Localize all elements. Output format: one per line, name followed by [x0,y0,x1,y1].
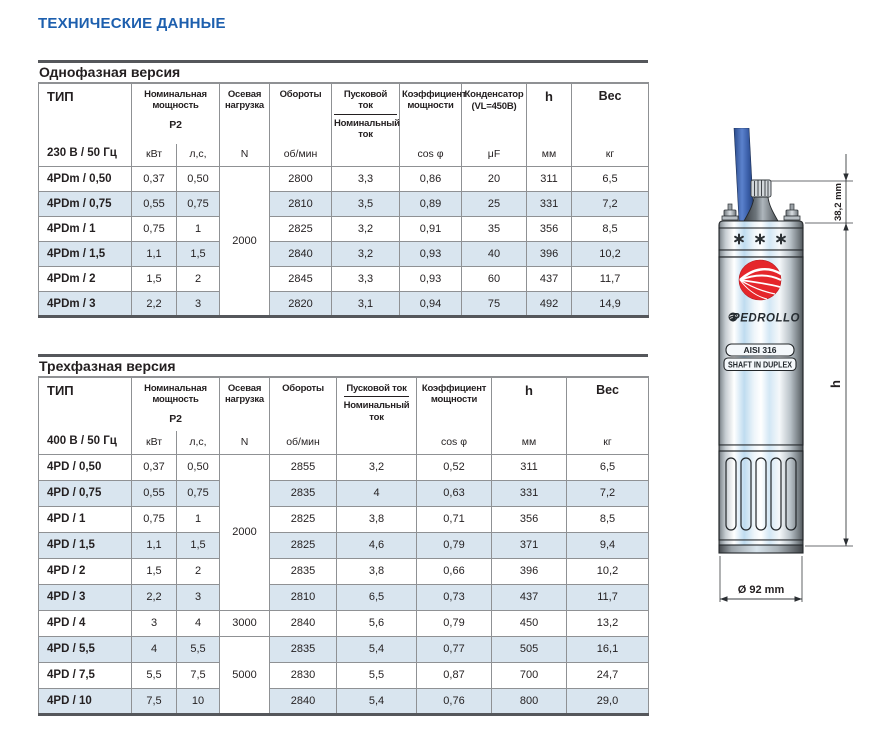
unit-kg: кг [572,144,649,167]
header-main-row [39,377,649,431]
cell-value: 5,6 [337,610,417,636]
header-speed: Обороты [270,377,337,431]
unit-mm: мм [527,144,572,167]
unit-kg: кг [567,431,649,454]
unit-cos-phi: cos φ [400,144,462,167]
page-title: ТЕХНИЧЕСКИЕ ДАННЫЕ [38,15,226,32]
pump-figure [693,128,888,660]
bolt-left-icon [722,204,738,220]
cell-value: 25 [462,192,527,217]
cell-type: 4PD / 5,5 [39,636,132,662]
tables-column [38,60,648,716]
cell-value: 10,2 [567,558,649,584]
cell-value: 6,5 [567,454,649,480]
unit-voltage: 230 В / 50 Гц [39,144,132,167]
header-power [132,83,220,144]
cell-value: 2840 [270,610,337,636]
unit-hp: л,с, [177,431,220,454]
cell-value: 1,1 [132,242,177,267]
dim-height-label: h [828,380,843,388]
header-h: h [492,377,567,431]
cell-value: 14,9 [572,292,649,317]
cell-value: 2820 [270,292,332,317]
cell-value: 3 [177,584,220,610]
cell-value: 11,7 [567,584,649,610]
header-units-row [39,431,649,454]
cell-value: 800 [492,688,567,714]
header-type: ТИП [39,83,132,144]
cell-value: 0,37 [132,167,177,192]
cell-type: 4PD / 1,5 [39,532,132,558]
unit-ratio [332,144,400,167]
header-speed: Обороты [270,83,332,144]
table-row [39,480,649,506]
header-power-label: Номинальная мощность [144,89,207,112]
cell-value: 2 [177,558,220,584]
cell-value: 0,87 [417,662,492,688]
cell-value: 6,5 [337,584,417,610]
cell-value: 4 [132,636,177,662]
cell-value: 2855 [270,454,337,480]
cell-value: 396 [492,558,567,584]
motor-body [719,221,803,553]
cell-value: 331 [527,192,572,217]
cell-value: 396 [527,242,572,267]
cell-value: 0,37 [132,454,177,480]
table-row [39,167,649,192]
cell-value: 2 [177,267,220,292]
cell-value: 505 [492,636,567,662]
header-units-row [39,144,649,167]
table-row [39,192,649,217]
cell-value: 5,4 [337,636,417,662]
header-current-ratio [332,83,400,144]
cell-value: 35 [462,217,527,242]
cell-value: 8,5 [567,506,649,532]
cell-value: 7,2 [567,480,649,506]
cell-value: 0,75 [177,192,220,217]
three-phase-body [39,454,649,714]
cell-value: 2,2 [132,584,177,610]
three-phase-section [38,354,648,716]
cell-value: 0,94 [400,292,462,317]
cell-type: 4PD / 4 [39,610,132,636]
cell-value: 6,5 [572,167,649,192]
section-title-three-phase: Трехфазная версия [39,358,176,375]
unit-rpm: об/мин [270,144,332,167]
cell-value: 2840 [270,242,332,267]
cell-value: 311 [492,454,567,480]
cell-value: 2810 [270,584,337,610]
cell-value: 9,4 [567,532,649,558]
dim-diameter-label: Ø 92 mm [737,584,785,596]
table-row [39,242,649,267]
cell-value: 0,77 [417,636,492,662]
cell-value: 3,2 [332,217,400,242]
cell-value: 0,63 [417,480,492,506]
cell-value: 7,5 [177,662,220,688]
cell-value: 311 [527,167,572,192]
unit-axial: N [220,144,270,167]
table-row [39,636,649,662]
brand-wordmark [729,313,800,325]
unit-hp: л,с, [177,144,220,167]
cell-value: 5,5 [177,636,220,662]
cell-value: 356 [492,506,567,532]
header-power-label: Номинальная мощность [144,383,207,406]
cell-value: 492 [527,292,572,317]
table-row [39,532,649,558]
header-starting-current: Пусковой ток [344,383,408,397]
cell-value: 2,2 [132,292,177,317]
cell-type: 4PDm / 1 [39,217,132,242]
cell-value: 3,3 [332,167,400,192]
cell-value: 2000 [220,454,270,610]
cell-value: 3000 [220,610,270,636]
cell-value: 0,76 [417,688,492,714]
cell-value: 2835 [270,636,337,662]
cell-value: 2830 [270,662,337,688]
brand-text: PEDROLLO [732,312,800,325]
cell-value: 2840 [270,688,337,714]
unit-cos-phi: cos φ [417,431,492,454]
unit-kw: кВт [132,144,177,167]
header-type: ТИП [39,377,132,431]
cell-value: 16,1 [567,636,649,662]
cell-value: 0,50 [177,167,220,192]
cell-value: 3,8 [337,558,417,584]
header-current-ratio [337,377,417,431]
dim-top-label: 38,2 mm [833,182,844,222]
cell-value: 0,71 [417,506,492,532]
cell-value: 0,79 [417,532,492,558]
cell-value: 40 [462,242,527,267]
cell-value: 75 [462,292,527,317]
cell-value: 3 [177,292,220,317]
cell-value: 3,1 [332,292,400,317]
cell-type: 4PD / 1 [39,506,132,532]
cell-value: 2825 [270,506,337,532]
cell-value: 356 [527,217,572,242]
cell-type: 4PDm / 0,75 [39,192,132,217]
cell-value: 2825 [270,217,332,242]
header-capacitor-label: Конденсатор [464,89,524,100]
cell-type: 4PDm / 3 [39,292,132,317]
cell-value: 8,5 [572,217,649,242]
cell-value: 0,73 [417,584,492,610]
cell-value: 0,89 [400,192,462,217]
cell-value: 10,2 [572,242,649,267]
cell-value: 0,55 [132,192,177,217]
material-label: AISI 316 [743,345,777,355]
table-header [39,83,649,167]
cell-value: 0,66 [417,558,492,584]
cell-value: 7,2 [572,192,649,217]
cell-type: 4PD / 0,75 [39,480,132,506]
table-row [39,558,649,584]
cell-value: 60 [462,267,527,292]
cell-value: 0,93 [400,267,462,292]
header-power-sub: P2 [169,412,182,425]
cell-value: 0,86 [400,167,462,192]
cell-value: 3,5 [332,192,400,217]
header-nominal-current: Номинальный ток [343,400,410,423]
cell-value: 5000 [220,636,270,714]
cell-value: 5,5 [337,662,417,688]
single-phase-body [39,167,649,317]
unit-rpm: об/мин [270,431,337,454]
unit-ratio [337,431,417,454]
unit-kw: кВт [132,431,177,454]
cell-value: 24,7 [567,662,649,688]
cell-type: 4PDm / 2 [39,267,132,292]
cell-value: 1,5 [132,558,177,584]
table-header [39,377,649,454]
cell-value: 0,79 [417,610,492,636]
cell-value: 437 [492,584,567,610]
cell-value: 2810 [270,192,332,217]
table-row [39,610,649,636]
header-power-sub: P2 [169,118,182,131]
header-power [132,377,220,431]
cell-value: 1,1 [132,532,177,558]
cell-value: 29,0 [567,688,649,714]
cell-value: 371 [492,532,567,558]
unit-voltage: 400 В / 50 Гц [39,431,132,454]
cell-value: 2825 [270,532,337,558]
cell-value: 0,75 [132,217,177,242]
cell-value: 450 [492,610,567,636]
unit-mm: мм [492,431,567,454]
header-power-factor: Коэффициент мощности [417,377,492,431]
cell-value: 20 [462,167,527,192]
cell-value: 4 [337,480,417,506]
cell-value: 3,2 [337,454,417,480]
three-phase-table [38,376,649,716]
table-row [39,454,649,480]
cell-value: 0,91 [400,217,462,242]
header-weight: Вес [567,377,649,431]
cell-value: 2835 [270,558,337,584]
header-axial-load: Осевая нагрузка [220,83,270,144]
cell-value: 3,2 [332,242,400,267]
cell-value: 0,93 [400,242,462,267]
table-row [39,506,649,532]
cell-value: 5,5 [132,662,177,688]
unit-uf: μF [462,144,527,167]
cell-type: 4PD / 0,50 [39,454,132,480]
cell-type: 4PD / 7,5 [39,662,132,688]
cell-value: 0,55 [132,480,177,506]
table-row [39,292,649,317]
cell-value: 1,5 [177,532,220,558]
cell-type: 4PDm / 1,5 [39,242,132,267]
cell-value: 437 [527,267,572,292]
table-row [39,662,649,688]
table-row [39,688,649,714]
cell-value: 2000 [220,167,270,317]
cell-type: 4PD / 3 [39,584,132,610]
unit-axial: N [220,431,270,454]
table-row [39,267,649,292]
cell-value: 3 [132,610,177,636]
cell-value: 10 [177,688,220,714]
cell-value: 2835 [270,480,337,506]
cell-value: 4 [177,610,220,636]
cell-value: 1,5 [132,267,177,292]
cell-value: 5,4 [337,688,417,714]
cell-value: 2845 [270,267,332,292]
header-nominal-current: Номинальный ток [334,117,400,141]
cell-value: 700 [492,662,567,688]
cell-value: 0,50 [177,454,220,480]
single-phase-table [38,82,649,318]
bolt-right-icon [784,204,800,220]
cell-value: 7,5 [132,688,177,714]
header-axial-load: Осевая нагрузка [220,377,270,431]
cell-value: 4,6 [337,532,417,558]
cell-value: 2800 [270,167,332,192]
cell-type: 4PD / 2 [39,558,132,584]
header-main-row [39,83,649,144]
header-capacitor-sub: (VL=450В) [471,101,517,113]
table-row [39,217,649,242]
section-title-single-phase: Однофазная версия [39,64,181,80]
cell-value: 13,2 [567,610,649,636]
table-row [39,584,649,610]
single-phase-section [38,60,648,318]
cell-value: 3,8 [337,506,417,532]
header-starting-current: Пусковой ток [334,89,397,115]
cell-value: 11,7 [572,267,649,292]
cell-value: 1 [177,506,220,532]
brand-logo-icon [739,260,781,300]
cell-value: 1,5 [177,242,220,267]
shaft-label: SHAFT IN DUPLEX [728,360,793,370]
cell-value: 0,75 [132,506,177,532]
header-h: h [527,83,572,144]
cell-value: 1 [177,217,220,242]
cell-value: 0,75 [177,480,220,506]
cell-type: 4PD / 10 [39,688,132,714]
cell-value: 331 [492,480,567,506]
header-capacitor [462,83,527,144]
header-weight: Вес [572,83,649,144]
cell-value: 0,52 [417,454,492,480]
header-power-factor: Коэффициент мощности [400,83,462,144]
cell-type: 4PDm / 0,50 [39,167,132,192]
cell-value: 3,3 [332,267,400,292]
